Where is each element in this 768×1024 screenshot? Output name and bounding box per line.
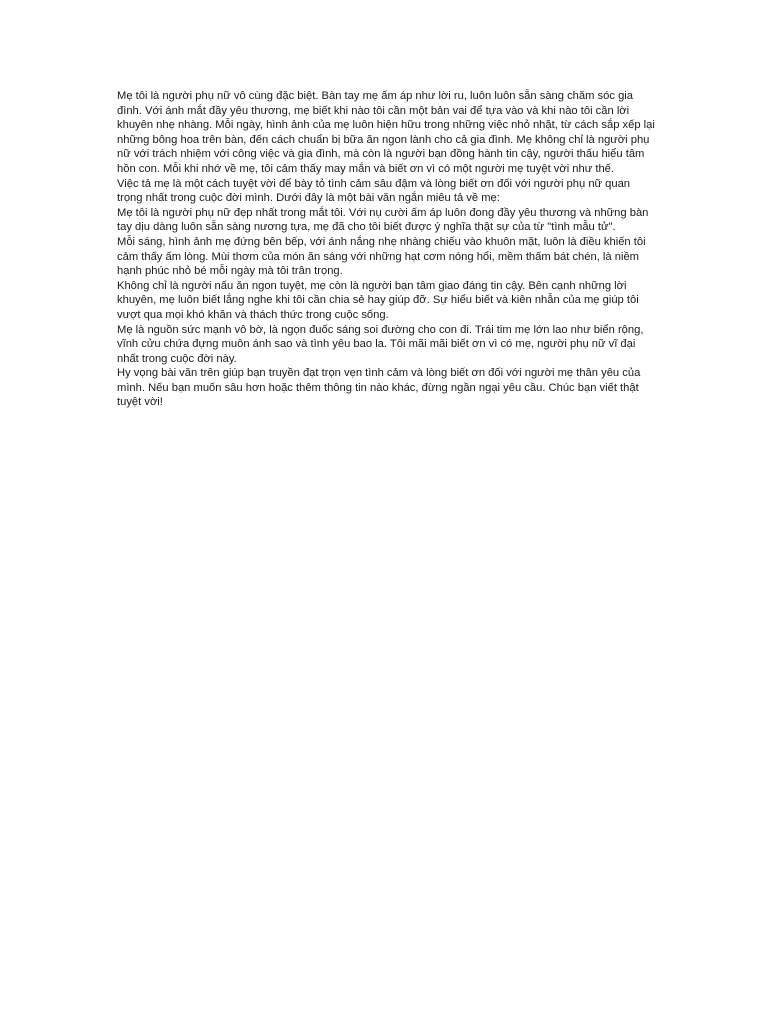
paragraph-2: Việc tả mẹ là một cách tuyệt vời để bày tỏ tình cảm sâu đậm và lòng biết ơn đối với người phụ nữ quan trọng nhất trong cuộc đời mình. Dưới đây là một bài văn ngắn miêu tả về mẹ: bbox=[117, 177, 631, 205]
paragraph-7: Hy vọng bài văn trên giúp bạn truyền đạt trọn vẹn tình cảm và lòng biết ơn đối với người mẹ thân yêu của mình. Nếu bạn muốn sâu hơn hoặc thêm thông tin nào khác, đừng ngần ngại yêu cầu. Chúc bạn viết thật tuyệt vời! bbox=[117, 367, 641, 409]
paragraph-4: Mỗi sáng, hình ảnh mẹ đứng bên bếp, với ánh nắng nhẹ nhàng chiếu vào khuôn mặt, luôn là điều khiến tôi cảm thấy ấm lòng. Mùi thơm của món ăn sáng với những hạt cơm nóng hổi, mềm thấm bát chén, là niềm hạnh phúc nhỏ bé mỗi ngày mà tôi trân trọng. bbox=[117, 235, 646, 278]
paragraph-6: Mẹ là nguồn sức mạnh vô bờ, là ngọn đuốc sáng soi đường cho con đi. Trái tim mẹ lớn lao như biển rộng, vĩnh cửu chứa đựng muôn ánh sao và tình yêu bao la. Tôi mãi mãi biết ơn vì có mẹ, người phụ nữ vĩ đại nhất trong cuộc đời này. bbox=[117, 323, 644, 365]
paragraph-3: Mẹ tôi là người phụ nữ đẹp nhất trong mắt tôi. Với nụ cười ấm áp luôn đong đầy yêu thương và những bàn tay dịu dàng luôn sẵn sàng nương tựa, mẹ đã cho tôi biết được ý nghĩa thật sự của từ "tình mẫu tử". bbox=[117, 206, 649, 234]
paragraph-5: Không chỉ là người nấu ăn ngon tuyệt, mẹ còn là người bạn tâm giao đáng tin cậy. Bên cạnh những lời khuyên, mẹ luôn biết lắng nghe khi tôi cần chia sẻ hay giúp đỡ. Sự hiểu biết và kiên nhẫn của mẹ giúp tôi vượt qua mọi khó khăn và thách thức trong cuộc sống. bbox=[117, 279, 639, 321]
paragraph-1: Mẹ tôi là người phụ nữ vô cùng đặc biệt. Bàn tay mẹ ấm áp như lời ru, luôn luôn sẵn sàng chăm sóc gia đình. Với ánh mắt đầy yêu thương, mẹ biết khi nào tôi cần một bản vai để tựa vào và khi nào tôi cần lời khuyên nhẹ nhàng. Mỗi ngày, hình ảnh của mẹ luôn hiện hữu trong những việc nhỏ nhặt, từ cách sắp xếp lại những bông hoa trên bàn, đến cách chuẩn bị bữa ăn ngon lành cho cả gia đình. Mẹ không chỉ là người phụ nữ với trách nhiệm với công việc và gia đình, mà còn là người bạn đồng hành tin cậy, người thấu hiểu tâm hồn con. Mỗi khi nhớ về mẹ, tôi cảm thấy may mắn và biết ơn vì có một người mẹ tuyệt vời như thế. bbox=[117, 90, 655, 175]
document-body bbox=[117, 89, 657, 410]
